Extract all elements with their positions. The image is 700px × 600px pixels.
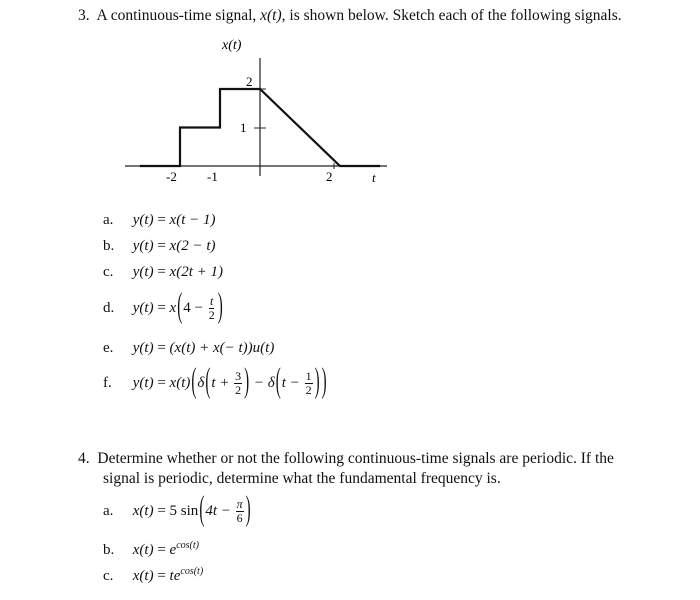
plot-ylabel: x(t) <box>222 38 242 53</box>
q3-part-e: e. y(t) = (x(t) + x(− t))u(t) <box>103 340 275 356</box>
question-3: 3. A continuous-time signal, x(t), is shown below. Sketch each of the following signals. <box>78 7 622 24</box>
fraction: $\frac{1}{2}$ <box>305 369 312 397</box>
fraction: $\frac{3}{2}$ <box>235 369 242 397</box>
q4-part-a: a. x(t) = 5 sin(4t − $\frac{\pi}{6}$ ) <box>103 491 251 529</box>
q3-part-d: d. y(t) = x(4 − $\frac{t}{2}$ ) <box>103 288 223 326</box>
question-4-line2: signal is periodic, determine what the fundamental frequency is. <box>103 470 501 487</box>
tick-label-y1: 1 <box>240 120 247 135</box>
tick-label-pos2: 2 <box>326 169 333 184</box>
q3-part-a: a. y(t) = x(t − 1) <box>103 212 216 228</box>
tick-label-y2: 2 <box>246 74 253 89</box>
plot-xlabel: t <box>372 170 376 185</box>
question-3-number: 3. <box>78 7 90 24</box>
question-4-number: 4. <box>78 450 90 467</box>
fraction: $\frac{t}{2}$ <box>208 294 215 322</box>
question-4: 4. Determine whether or not the following continuous-time signals are periodic. If the <box>78 450 614 467</box>
q3-part-b: b. y(t) = x(2 − t) <box>103 238 216 254</box>
tick-label-neg1: -1 <box>207 169 218 184</box>
q4-part-b: b. $x(t) = e^{cos(t)}$ <box>103 540 199 558</box>
q4-part-c: c. $x(t) = te^{cos(t)}$ <box>103 566 204 584</box>
tick-label-neg2: -2 <box>166 169 177 184</box>
q3-part-c: c. y(t) = x(2t + 1) <box>103 264 223 280</box>
fraction: $\frac{\pi}{6}$ <box>236 497 243 525</box>
q3-part-f: f. y(t) = x(t)(δ(t + $\frac{3}{2}$ ) − δ(t − $\frac{1}{2}$ ) ) <box>103 363 327 401</box>
signal-plot <box>0 0 700 200</box>
